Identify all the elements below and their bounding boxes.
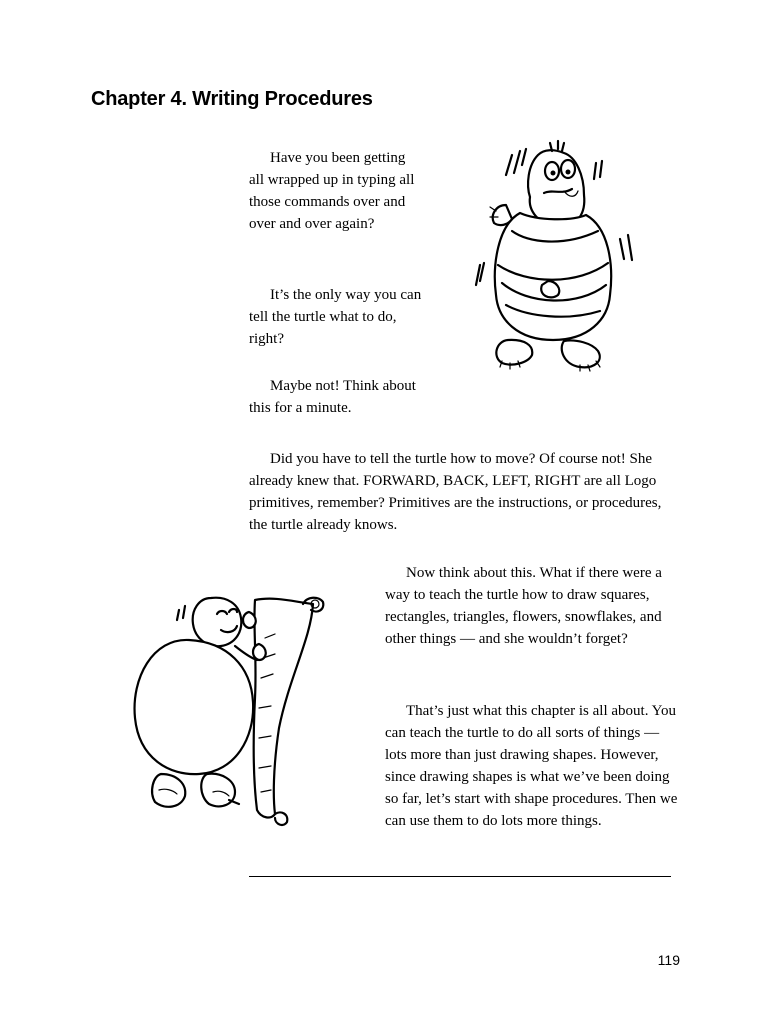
section-divider-rule <box>249 876 671 877</box>
paragraph-maybe-not: Maybe not! Think about this for a minute. <box>249 378 416 416</box>
paragraph-wrapped-up: Have you been getting all wrapped up in typing all those commands over and over and over again? <box>249 150 415 232</box>
paragraph-chapter-about: That’s just what this chapter is all about. You can teach the turtle to do all sorts of things — lots more than just drawing shapes. However, since drawing shapes is what we’ve been doing so far, let’s start with shape procedures. Then we can use them to do lots more things. <box>385 703 678 829</box>
turtle-scroll-illustration <box>125 578 355 838</box>
turtle-hugging-illustration <box>468 135 638 380</box>
page-number: 119 <box>657 952 680 968</box>
paragraph-think-about-this: Now think about this. What if there were a way to teach the turtle how to draw squares, rectangles, triangles, flowers, snowflakes, and other things — and she wouldn’t forget? <box>385 565 662 647</box>
chapter-title: Chapter 4. Writing Procedures <box>91 88 373 110</box>
paragraph-primitives: Did you have to tell the turtle how to move? Of course not! She already knew that. FORWARD, BACK, LEFT, RIGHT are all Logo primitives, remember? Primitives are the instructions, or procedures, the turtle already knows. <box>249 451 662 533</box>
paragraph-only-way: It’s the only way you can tell the turtle what to do, right? <box>249 287 422 347</box>
